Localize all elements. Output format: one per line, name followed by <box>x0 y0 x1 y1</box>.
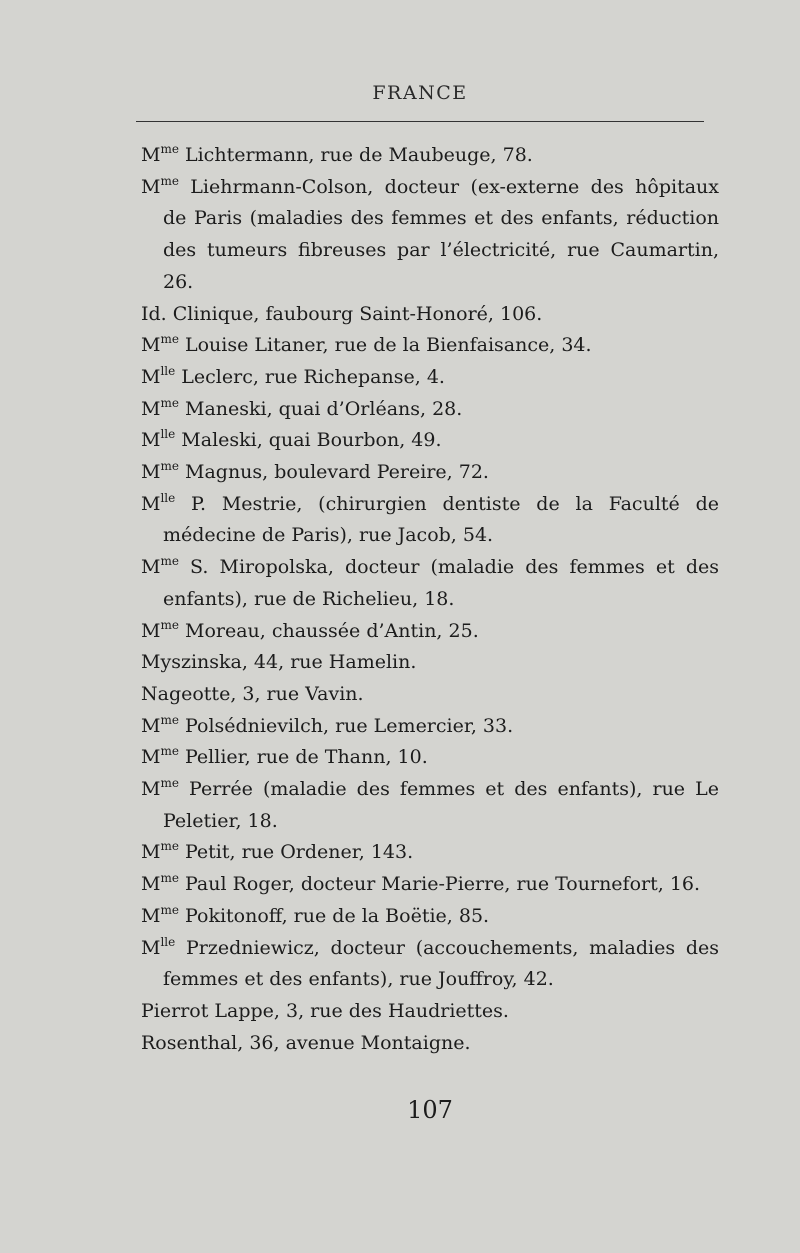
title-prefix: M <box>141 429 161 452</box>
entry-text: Perrée (maladie des femmes et des enfants), rue Le Peletier, 18. <box>163 778 719 832</box>
title-prefix: M <box>141 461 161 484</box>
entry-text: Nageotte, 3, rue Vavin. <box>141 682 364 705</box>
entry-text: Moreau, chaussée d’Antin, 25. <box>178 619 479 642</box>
title-suffix: me <box>160 902 179 917</box>
entry-text: P. Mestrie, (chirurgien dentiste de la Faculté de médecine de Paris), rue Jacob, 54. <box>163 492 719 547</box>
entry-text: Przedniewicz, docteur (accouchements, maladies des femmes et des enfants), rue Jouffroy, 42. <box>163 936 719 991</box>
page-number: 107 <box>407 1096 453 1124</box>
title-prefix: M <box>141 746 161 769</box>
directory-entry <box>141 837 719 869</box>
title-prefix: M <box>141 175 161 198</box>
directory-entry <box>141 1028 719 1060</box>
title-suffix: me <box>160 776 179 791</box>
title-suffix: me <box>160 142 179 156</box>
title-suffix: lle <box>160 427 176 442</box>
entry-text: Magnus, boulevard Pereire, 72. <box>178 461 489 484</box>
directory-entry <box>141 457 719 489</box>
title-prefix: M <box>141 778 161 801</box>
title-prefix: M <box>141 619 161 642</box>
title-suffix: me <box>160 617 179 632</box>
entry-text: Paul Roger, docteur Marie-Pierre, rue Tournefort, 16. <box>178 873 701 896</box>
directory-entry <box>141 172 719 299</box>
directory-entry <box>141 901 719 933</box>
entry-text: Leclerc, rue Richepanse, 4. <box>175 365 445 388</box>
title-prefix: M <box>141 365 161 388</box>
directory-entry <box>141 489 719 552</box>
entry-text: Liehrmann-Colson, docteur (ex-externe des hôpitaux de Paris (maladies des femmes et des enfants, réduction des tumeurs fibreuses par l’électricité, rue Caumartin, 26. <box>163 175 719 293</box>
title-prefix: M <box>141 714 161 737</box>
title-prefix: M <box>141 397 161 420</box>
entry-text: Myszinska, 44, rue Hamelin. <box>141 651 417 674</box>
directory-entry <box>141 774 719 837</box>
title-prefix: M <box>141 936 161 959</box>
title-suffix: lle <box>160 363 176 378</box>
title-suffix: lle <box>160 934 176 949</box>
title-suffix: me <box>160 395 179 410</box>
title-prefix: M <box>141 334 161 357</box>
directory-entry <box>141 299 719 331</box>
directory-list <box>141 140 719 1059</box>
title-suffix: me <box>160 871 179 886</box>
directory-entry <box>141 330 719 362</box>
directory-entry <box>141 647 719 679</box>
title-prefix: M <box>141 904 161 927</box>
title-suffix: me <box>160 554 179 569</box>
directory-entry <box>141 996 719 1028</box>
directory-entry <box>141 140 719 172</box>
title-suffix: me <box>160 173 179 188</box>
title-suffix: me <box>160 459 179 474</box>
entry-text: Maneski, quai d’Orléans, 28. <box>178 397 463 420</box>
entry-text: Pierrot Lappe, 3, rue des Haudriettes. <box>141 999 509 1022</box>
title-prefix: M <box>141 873 161 896</box>
title-suffix: me <box>160 839 179 854</box>
directory-entry <box>141 742 719 774</box>
title-prefix: M <box>141 556 161 579</box>
directory-entry <box>141 425 719 457</box>
title-prefix: M <box>141 841 161 864</box>
entry-text: Polsédnievilch, rue Lemercier, 33. <box>178 714 514 737</box>
title-suffix: me <box>160 332 179 347</box>
directory-entry <box>141 616 719 648</box>
directory-entry <box>141 869 719 901</box>
directory-entry <box>141 394 719 426</box>
entry-text: Louise Litaner, rue de la Bienfaisance, 34. <box>178 334 592 357</box>
header-rule <box>136 121 704 122</box>
title-prefix: M <box>141 492 161 515</box>
entry-text: Pokitonoff, rue de la Boëtie, 85. <box>178 904 490 927</box>
title-suffix: me <box>160 744 179 759</box>
entry-text: Rosenthal, 36, avenue Montaigne. <box>141 1031 471 1054</box>
title-prefix: M <box>141 144 161 166</box>
directory-entry <box>141 679 719 711</box>
directory-entry <box>141 711 719 743</box>
entry-text: Petit, rue Ordener, 143. <box>178 841 414 864</box>
entry-text: Pellier, rue de Thann, 10. <box>178 746 428 769</box>
directory-entry <box>141 933 719 996</box>
title-suffix: me <box>160 712 179 727</box>
directory-entry <box>141 552 719 615</box>
entry-text: S. Miropolska, docteur (maladie des femmes et des enfants), rue de Richelieu, 18. <box>163 556 719 610</box>
running-header: FRANCE <box>372 82 468 104</box>
entry-text: Id. Clinique, faubourg Saint-Honoré, 106. <box>141 302 543 325</box>
entry-text: Lichtermann, rue de Maubeuge, 78. <box>178 144 533 166</box>
directory-entry <box>141 362 719 394</box>
entry-text: Maleski, quai Bourbon, 49. <box>175 429 442 452</box>
title-suffix: lle <box>160 490 176 505</box>
